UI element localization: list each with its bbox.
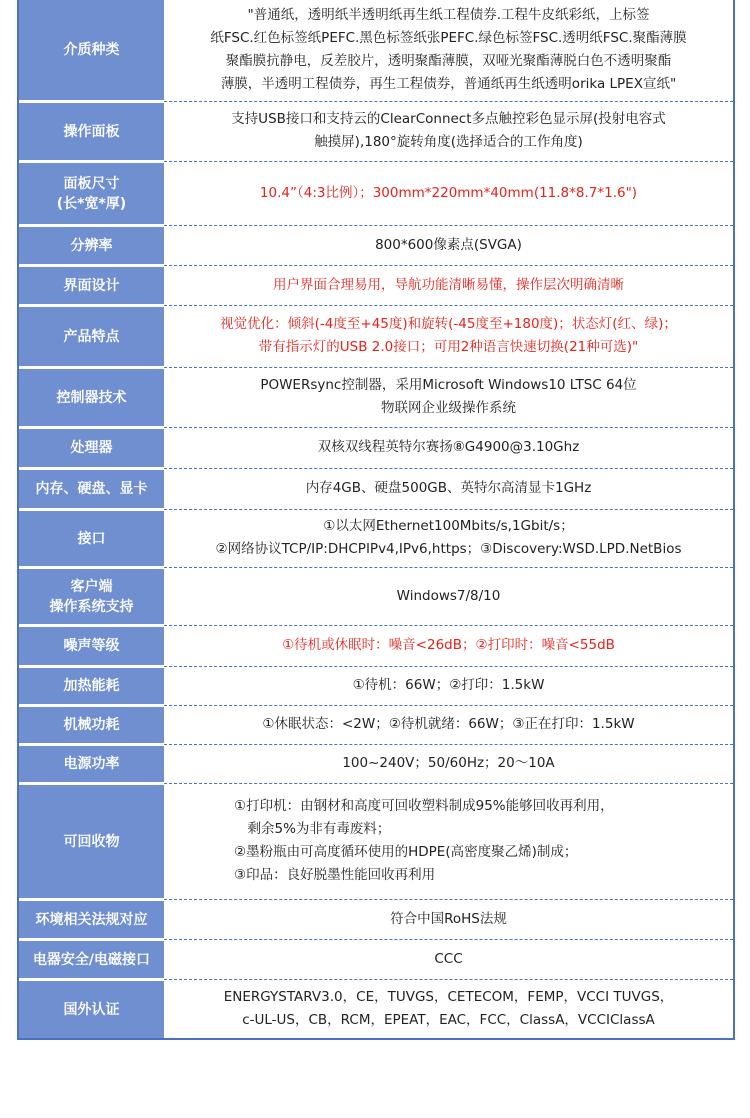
spec-row-resolution: [19, 224, 733, 264]
spec-row-environment: [19, 898, 733, 938]
row-value: ①休眠状态：<2W；②待机就绪：66W；③正在打印：1.5kW: [164, 705, 733, 743]
row-value: ENERGYSTARV3.0，CE，TUVGS，CETECOM，FEMP，VCCI TUVGS， c-UL-US，CB，RCM，EPEAT，EAC，FCC，ClassA，VCCIClassA: [164, 979, 733, 1038]
row-label: 可回收物: [19, 783, 164, 898]
row-label: 面板尺寸 (长*宽*厚): [19, 161, 164, 224]
row-label: 接口: [19, 509, 164, 566]
spec-row-certifications: [19, 978, 733, 1038]
spec-row-heating-power: [19, 665, 733, 704]
row-label: 客户端 操作系统支持: [19, 567, 164, 624]
row-value: ①以太网Ethernet100Mbits/s,1Gbit/s； ②网络协议TCP/IP:DHCPIPv4,IPv6,https；③Discovery:WSD.LPD.NetBios: [164, 509, 733, 566]
spec-row-client-os: [19, 566, 733, 624]
spec-row-noise: [19, 624, 733, 665]
spec-row-ui-design: [19, 264, 733, 304]
spec-row-features: [19, 304, 733, 366]
spec-row-recyclables: [19, 782, 733, 898]
row-value: Windows7/8/10: [164, 567, 733, 624]
row-value: 10.4”（4:3比例）；300mm*220mm*40mm(11.8*8.7*1.6"): [164, 161, 733, 224]
spec-row-power-supply: [19, 743, 733, 782]
row-label: 界面设计: [19, 265, 164, 304]
row-label: 电器安全/电磁接口: [19, 939, 164, 978]
row-label: 国外认证: [19, 979, 164, 1038]
row-value: CCC: [164, 939, 733, 978]
spec-row-media-type: [19, 0, 733, 100]
row-value: 100~240V；50/60Hz；20～10A: [164, 744, 733, 782]
spec-row-control-panel: [19, 100, 733, 160]
spec-row-interfaces: [19, 508, 733, 566]
spec-row-controller: [19, 366, 733, 426]
row-label: 操作面板: [19, 101, 164, 160]
row-value: 800*600像素点(SVGA): [164, 225, 733, 264]
row-label: 环境相关法规对应: [19, 899, 164, 938]
row-label: 加热能耗: [19, 666, 164, 704]
row-value: ①待机：66W；②打印：1.5kW: [164, 666, 733, 704]
row-label: 产品特点: [19, 305, 164, 366]
row-value: 双核双线程英特尔赛扬⑧G4900@3.10Ghz: [164, 427, 733, 467]
row-value: 内存4GB、硬盘500GB、英特尔高清显卡1GHz: [164, 468, 733, 508]
row-label: 机械功耗: [19, 705, 164, 743]
row-label: 内存、硬盘、显卡: [19, 468, 164, 508]
spec-row-memory: [19, 467, 733, 508]
spec-table: [17, 0, 735, 1040]
spec-row-processor: [19, 426, 733, 467]
row-value: 支持USB接口和支持云的ClearConnect多点触控彩色显示屏(投射电容式 触摸屏),180°旋转角度(选择适合的工作角度): [164, 101, 733, 160]
row-label: 处理器: [19, 427, 164, 467]
row-value: 用户界面合理易用，导航功能清晰易懂，操作层次明确清晰: [164, 265, 733, 304]
row-label: 分辨率: [19, 225, 164, 264]
row-value: POWERsync控制器，采用Microsoft Windows10 LTSC 64位 物联网企业级操作系统: [164, 367, 733, 426]
row-value: 符合中国RoHS法规: [164, 899, 733, 938]
spec-row-electrical-safety: [19, 938, 733, 978]
row-label: 电源功率: [19, 744, 164, 782]
row-value: ①打印机：由钢材和高度可回收塑料制成95%能够回收再利用， 剩余5%为非有毒废料； ②墨粉瓶由可高度循环使用的HDPE(高密度聚乙烯)制成； ③印品：良好脱墨性能回收再利用: [164, 783, 733, 898]
row-label: 控制器技术: [19, 367, 164, 426]
row-value: ①待机或休眠时：噪音<26dB；②打印时：噪音<55dB: [164, 625, 733, 665]
row-label: 噪声等级: [19, 625, 164, 665]
row-label: 介质种类: [19, 0, 164, 100]
spec-row-mechanical-power: [19, 704, 733, 743]
row-value: "普通纸，透明纸半透明纸再生纸工程债券.工程牛皮纸彩纸，上标签 纸FSC.红色标签纸PEFC.黑色标签纸张PEFC.绿色标签FSC.透明纸FSC.聚酯薄膜 聚酯膜抗静电，反差胶片，透明聚酯薄膜，双哑光聚酯薄脱白色不透明聚酯 薄膜，半透明工程债券，再生工程债券，普通纸再生纸透明orika LPEX宣纸": [210, 7, 687, 92]
spec-row-panel-size: [19, 160, 733, 224]
row-value: 视觉优化：倾斜(-4度至+45度)和旋转(-45度至+180度)；状态灯(红、绿)； 带有指示灯的USB 2.0接口；可用2种语言快速切换(21种可选)": [164, 305, 733, 366]
